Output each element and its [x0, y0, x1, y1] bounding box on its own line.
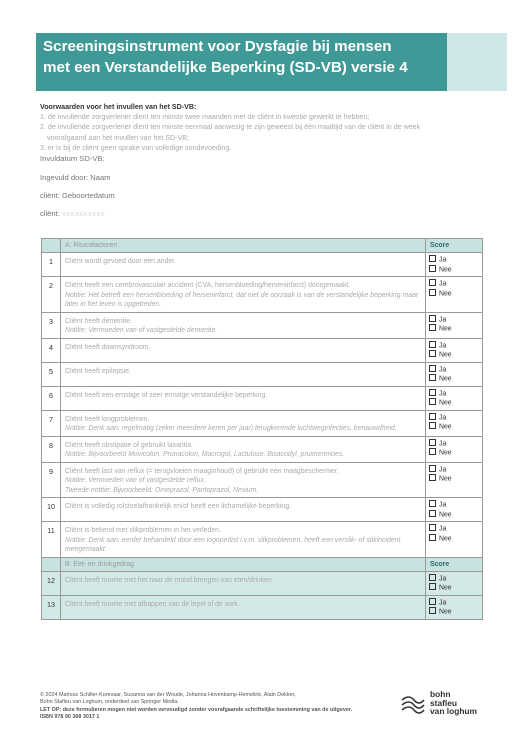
field-client-row	[40, 209, 105, 218]
conditions-block	[40, 102, 480, 153]
checkbox-label: Ja	[439, 280, 447, 288]
question-cell	[61, 338, 426, 362]
table-row	[42, 410, 483, 436]
checkbox-nee[interactable]	[429, 583, 436, 590]
checkbox-ja[interactable]	[429, 365, 436, 372]
checkbox-ja[interactable]	[429, 389, 436, 396]
checkbox-nee[interactable]	[429, 398, 436, 405]
row-number: 4	[42, 338, 61, 362]
checkbox-nee[interactable]	[429, 422, 436, 429]
score-header: Score	[426, 239, 483, 253]
footer-credits	[40, 692, 352, 721]
footer-line: ISBN 978 90 368 3017 1	[40, 713, 100, 720]
section-b-label: B: Eet- en drinkgedrag	[61, 557, 426, 571]
option-nee[interactable]	[429, 583, 479, 593]
option-ja[interactable]	[429, 389, 479, 399]
section-b-header	[42, 557, 483, 571]
score-cell	[426, 253, 483, 277]
question-text: Cliënt heeft moeite met afhappen van de lepel of de vork.	[65, 600, 240, 608]
table-row	[42, 498, 483, 522]
score-header: Score	[426, 557, 483, 571]
option-ja[interactable]	[429, 255, 479, 265]
question-note: Notitie: Vermoeden van of vastgestelde dementie.	[65, 327, 218, 334]
checkbox-label: Ja	[439, 316, 447, 323]
checkbox-nee[interactable]	[429, 374, 436, 381]
checkbox-ja[interactable]	[429, 524, 436, 531]
checkbox-label: Nee	[439, 290, 452, 297]
option-ja[interactable]	[429, 413, 479, 423]
question-text: Cliënt heeft obstipatie of gebruikt laxantia.	[65, 441, 193, 449]
row-number: 8	[42, 436, 61, 462]
score-cell	[426, 386, 483, 410]
option-nee[interactable]	[429, 374, 479, 384]
checkbox-nee[interactable]	[429, 448, 436, 455]
checkbox-label: Nee	[439, 475, 452, 483]
score-cell	[426, 436, 483, 462]
row-number: 2	[42, 277, 61, 313]
row-number: 12	[42, 571, 61, 595]
condition-item: 3. er is bij de cliënt geen sprake van volledige sondevoeding.	[40, 143, 232, 152]
table-row	[42, 386, 483, 410]
checkbox-ja[interactable]	[429, 439, 436, 446]
publisher-logo-text	[430, 690, 477, 716]
footer-line: Bohn Stafleu van Loghum, onderdeel van Springer Media.	[40, 699, 179, 706]
score-cell	[426, 498, 483, 522]
option-ja[interactable]	[429, 365, 479, 375]
row-number: 11	[42, 522, 61, 558]
table-row	[42, 522, 483, 558]
checkbox-ja[interactable]	[429, 574, 436, 581]
checkbox-label: Ja	[439, 366, 447, 373]
publisher-logo	[400, 688, 500, 720]
option-ja[interactable]	[429, 315, 479, 325]
row-number: 13	[42, 595, 61, 619]
option-nee[interactable]	[429, 289, 479, 299]
score-cell	[426, 522, 483, 558]
option-nee[interactable]	[429, 350, 479, 360]
option-ja[interactable]	[429, 524, 479, 534]
row-number: 5	[42, 362, 61, 386]
question-cell	[61, 498, 426, 522]
row-number: 7	[42, 410, 61, 436]
option-ja[interactable]	[429, 500, 479, 510]
option-nee[interactable]	[429, 265, 479, 275]
question-cell	[61, 462, 426, 498]
question-text: Cliënt is bekend met slikproblemen in het verleden.	[65, 527, 221, 534]
score-cell	[426, 571, 483, 595]
question-cell	[61, 312, 426, 338]
checkbox-ja[interactable]	[429, 413, 436, 420]
checkbox-ja[interactable]	[429, 315, 436, 322]
checkbox-ja[interactable]	[429, 255, 436, 262]
logo-line: stafleu	[430, 697, 457, 708]
option-nee[interactable]	[429, 474, 479, 484]
condition-item: 1. de invullende zorgverlener dient ten minste twee maanden met de cliënt in kwestie gewerkt te hebben;	[40, 113, 370, 122]
score-cell	[426, 338, 483, 362]
question-text: Cliënt heeft een cerebrovasculair accident (CVA, hersenbloeding/herseninfarct) doorgemaakt.	[65, 282, 351, 289]
document-header	[36, 33, 507, 91]
checkbox-nee[interactable]	[429, 265, 436, 272]
section-a-body	[42, 239, 483, 558]
checkbox-label: Nee	[439, 266, 452, 273]
field-filled-by-label: Ingevuld door: Naam	[40, 173, 111, 182]
footer-line: © 2024 Marlous Schiller-Korevaar, Susanna van der Woude, Johanna Hovenkamp-Hemelink, Alain Dekker,	[40, 692, 296, 698]
field-client-value: xxxxxxxxxx	[61, 209, 105, 218]
checkbox-label: Ja	[439, 575, 447, 582]
checkbox-ja[interactable]	[429, 465, 436, 472]
question-note: Notitie: Denk aan: eerder behandeld door een logopedist i.v.m. slikproblemen, heeft een verslik- of stikincident meegemaakt.	[65, 536, 401, 553]
question-cell	[61, 571, 426, 595]
checkbox-label: Ja	[439, 390, 447, 397]
checkbox-label: Ja	[439, 525, 447, 533]
field-client-birth-label: cliënt: Geboortedatum	[40, 191, 115, 200]
row-number: 10	[42, 498, 61, 522]
option-nee[interactable]	[429, 422, 479, 432]
question-note: Notitie: Bijvoorbeeld Movicolon, Prunacolon, Macrogol, Lactulose, Bisacodyl, pruimenmoes.	[65, 451, 345, 458]
checkbox-label: Nee	[439, 351, 452, 359]
row-number: 3	[42, 312, 61, 338]
table-row	[42, 571, 483, 595]
option-nee[interactable]	[429, 448, 479, 458]
question-cell	[61, 595, 426, 619]
checkbox-label: Ja	[439, 599, 447, 606]
checkbox-nee[interactable]	[429, 350, 436, 357]
score-cell	[426, 595, 483, 619]
checkbox-label: Ja	[439, 414, 447, 421]
checkbox-label: Nee	[439, 535, 452, 542]
row-number: 6	[42, 386, 61, 410]
option-ja[interactable]	[429, 465, 479, 475]
condition-item: voorafgaand aan het invullen van het SD-VB;	[47, 133, 189, 142]
score-cell	[426, 362, 483, 386]
row-number: 9	[42, 462, 61, 498]
question-note: Notitie: Het betreft een hersenbloeding of herseninfarct, dat niet de oorzaak is van de verstandelijke beperking maar later in het leven is opgetreden.	[65, 291, 419, 308]
question-text: Cliënt heeft een ernstige of zeer ernstige verstandelijke beperking.	[65, 391, 268, 399]
checkbox-ja[interactable]	[429, 598, 436, 605]
question-text: Cliënt heeft last van reflux (= terugvloeien maaginhoud) of gebruikt een maagbeschermer.	[65, 467, 339, 475]
table-row	[42, 595, 483, 619]
question-text: Cliënt heeft longproblemen.	[65, 415, 150, 423]
checkbox-label: Nee	[439, 423, 452, 431]
checkbox-ja[interactable]	[429, 279, 436, 286]
publisher-logo-icon	[400, 690, 426, 716]
question-text: Cliënt wordt gevoed door een ander.	[65, 258, 177, 265]
question-cell	[61, 253, 426, 277]
footer-line: LET OP: deze formulieren mogen niet worden vervoudigd zonder voorafgaande schriftelijke toestemming van de uitgever.	[40, 706, 353, 713]
question-text: Cliënt heeft dementie.	[65, 317, 133, 325]
option-ja[interactable]	[429, 574, 479, 584]
table-row	[42, 253, 483, 277]
score-cell	[426, 462, 483, 498]
header-accent-block	[447, 33, 507, 91]
option-ja[interactable]	[429, 341, 479, 351]
checkbox-label: Ja	[439, 440, 447, 447]
checkbox-label: Nee	[439, 375, 452, 383]
option-nee[interactable]	[429, 510, 479, 520]
checkbox-ja[interactable]	[429, 341, 436, 348]
field-client-label: cliënt:	[40, 209, 60, 218]
question-cell	[61, 410, 426, 436]
title-line-2: met een Verstandelijke Beperking (SD-VB) versie 4	[43, 59, 408, 76]
question-cell	[61, 362, 426, 386]
option-nee[interactable]	[429, 398, 479, 408]
checkbox-label: Nee	[439, 449, 452, 457]
logo-line: van loghum	[430, 706, 477, 716]
question-note: Tweede notitie: Bijvoorbeeld: Omeprazol, Pantoprazol, Nexium.	[65, 486, 259, 494]
option-nee[interactable]	[429, 534, 479, 544]
option-nee[interactable]	[429, 324, 479, 334]
score-cell	[426, 312, 483, 338]
option-ja[interactable]	[429, 439, 479, 449]
title-line-1: Screeningsinstrument voor Dysfagie bij mensen	[43, 38, 392, 55]
table-row	[42, 338, 483, 362]
field-date-label: Invuldatum SD-VB:	[40, 154, 105, 163]
table-row	[42, 462, 483, 498]
score-cell	[426, 277, 483, 313]
option-nee[interactable]	[429, 607, 479, 617]
checkbox-ja[interactable]	[429, 500, 436, 507]
checkbox-label: Nee	[439, 608, 452, 616]
section-a-header	[42, 239, 483, 253]
question-note: Notitie: Denk aan: regelmatig (zeker meerdere keren per jaar) terugkerende luchtweginfecties, benauwdheid.	[65, 425, 397, 432]
row-number: 1	[42, 253, 61, 277]
screening-table	[41, 238, 483, 620]
question-cell	[61, 277, 426, 313]
checkbox-label: Nee	[439, 511, 452, 518]
checkbox-label: Ja	[439, 342, 447, 349]
checkbox-nee[interactable]	[429, 510, 436, 517]
checkbox-nee[interactable]	[429, 324, 436, 331]
checkbox-label: Ja	[439, 501, 447, 509]
question-note: Notitie: Vermoeden van of vastgestelde reflux.	[65, 477, 206, 484]
option-ja[interactable]	[429, 598, 479, 608]
condition-item: 2. de invullende zorgverlener dient ten minste eenmaal aanwezig te zijn geweest bij één maaltijd van de cliënt in de week	[40, 123, 421, 132]
section-b-body	[42, 557, 483, 619]
question-cell	[61, 386, 426, 410]
question-cell	[61, 522, 426, 558]
question-text: Cliënt is volledig rolstoelafhankelijk en/of heeft een lichamelijke beperking.	[65, 503, 291, 510]
table-row	[42, 436, 483, 462]
score-cell	[426, 410, 483, 436]
checkbox-nee[interactable]	[429, 474, 436, 481]
table-row	[42, 362, 483, 386]
question-text: Cliënt heeft moeite met het naar de mond brengen van eten/drinken.	[65, 576, 274, 584]
checkbox-label: Nee	[439, 584, 452, 592]
question-text: Cliënt heeft epilepsie.	[65, 367, 131, 375]
checkbox-nee[interactable]	[429, 289, 436, 296]
table-row	[42, 277, 483, 313]
question-cell	[61, 436, 426, 462]
checkbox-nee[interactable]	[429, 607, 436, 614]
section-a-label: A: Risicofactoren	[61, 239, 426, 253]
conditions-heading: Voorwaarden voor het invullen van het SD-VB:	[40, 103, 197, 111]
checkbox-label: Nee	[439, 399, 452, 407]
checkbox-nee[interactable]	[429, 534, 436, 541]
option-ja[interactable]	[429, 279, 479, 289]
checkbox-label: Ja	[439, 256, 447, 264]
question-text: Cliënt heeft downsyndroom.	[65, 343, 151, 351]
checkbox-label: Ja	[439, 466, 447, 473]
logo-line: bohn	[430, 689, 451, 699]
table-row	[42, 312, 483, 338]
checkbox-label: Nee	[439, 325, 452, 333]
